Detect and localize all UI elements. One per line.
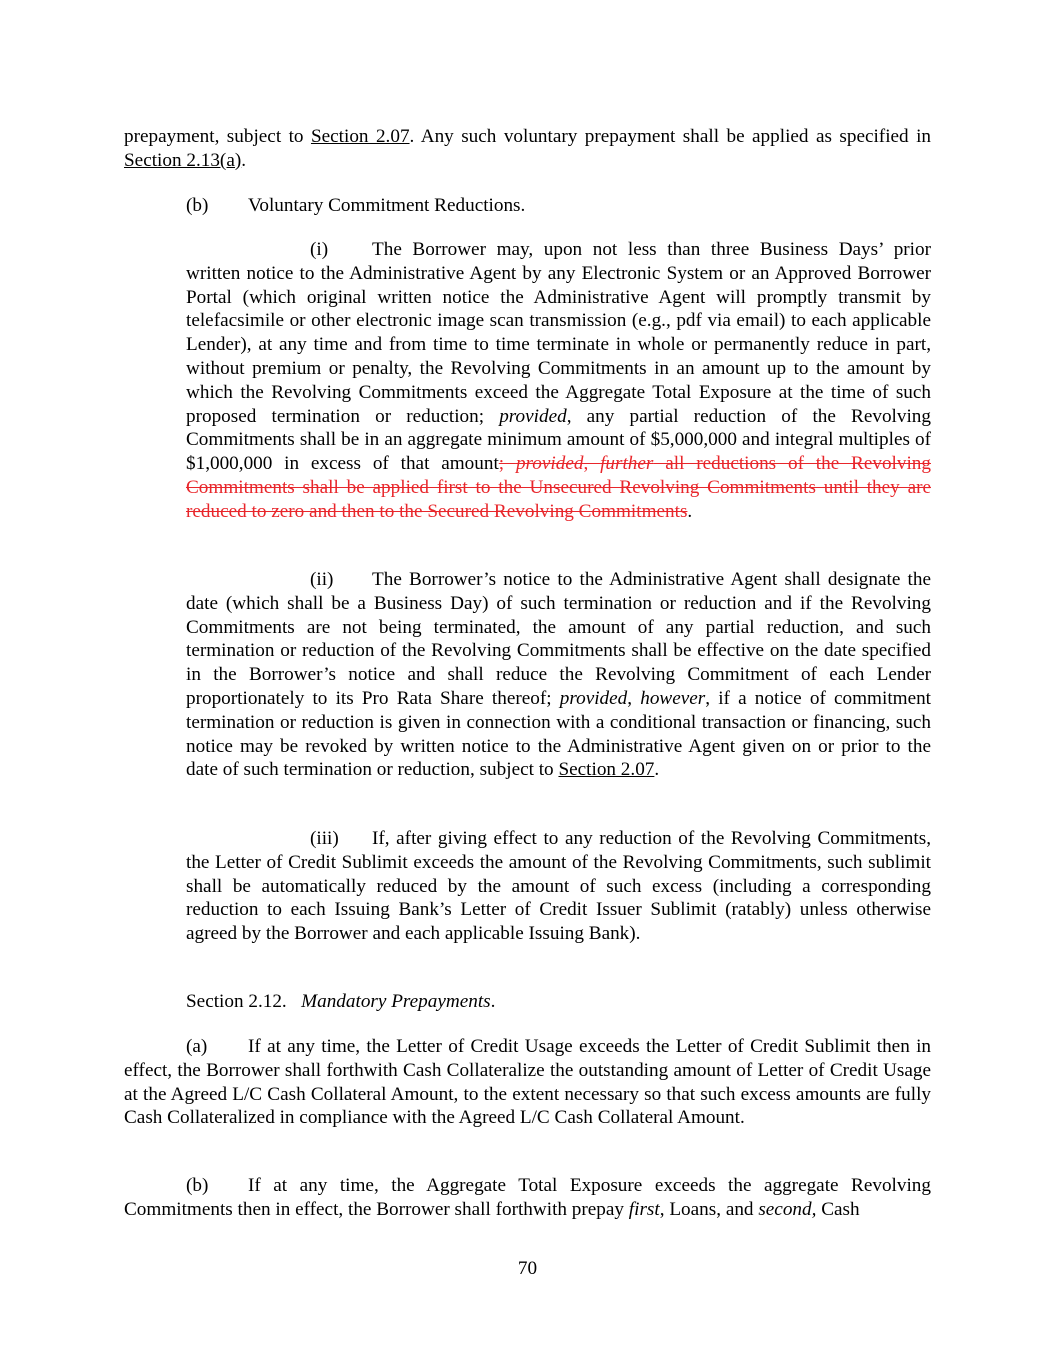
clause-label: (ii) [310, 569, 334, 590]
section-heading: Section 2.12. Mandatory Prepayments. [186, 991, 496, 1012]
clause-title: Voluntary Commitment Reductions. [248, 195, 526, 216]
clause-label: (i) [310, 239, 329, 260]
page-number: 70 [517, 1258, 538, 1279]
clause-label: (b) [186, 195, 209, 216]
paragraph-b-mandatory: (b) If at any time, the Aggregate Total Exposure exceeds the aggregate Revolving Commitments then in effect, the Borrower shall forthwith prepay first, Loans, and second, Cash [124, 1175, 931, 1220]
paragraph-iii: (iii) If, after giving effect to any reduction of the Revolving Commitments, the Letter of Credit Sublimit exceeds the amount of the Revolving Commitments, such sublimit shall be automatically reduced by the amount of such excess (including a corresponding reduction to each Issuing Bank’s Letter of Credit Issuer Sublimit (ratably) unless otherwise agreed by the Borrower and each applicable Issuing Bank). [186, 828, 931, 945]
paragraph-b-heading [124, 194, 931, 218]
paragraph-i: (i) The Borrower may, upon not less than three Business Days’ prior written notice to the Administrative Agent by any Electronic System or an Approved Borrower Portal (which original written notice the Administrative Agent will promptly transmit by telefacsimile or other electronic image scan transmission (e.g., pdf via email) to each applicable Lender), at any time and from time to time terminate in whole or permanently reduce in part, without premium or penalty, the Revolving Commitments in an amount up to the amount by which the Revolving Commitments exceed the Aggregate Total Exposure at the time of such proposed termination or reduction; provided, any partial reduction of the Revolving Commitments shall be in an aggregate minimum amount of $5,000,000 and integral multiples of $1,000,000 in excess of that amount; provided, further all reductions of the Revolving Commitments shall be applied first to the Unsecured Revolving Commitments until they are reduced to zero and then to the Secured Revolving Commitments. [186, 239, 931, 522]
paragraph-ii: (ii) The Borrower’s notice to the Administrative Agent shall designate the date (which shall be a Business Day) of such termination or reduction and if the Revolving Commitments are not being terminated, the amount of any partial reduction, and such termination or reduction of the Revolving Commitments shall be effective on the date specified in the Borrower’s notice and shall reduce the Revolving Commitment of each Lender proportionately to its Pro Rata Share thereof; provided, however, if a notice of commitment termination or reduction is given in connection with a conditional transaction or financing, such notice may be revoked by written notice to the Administrative Agent given on or prior to the date of such termination or reduction, subject to Section 2.07. [186, 569, 932, 781]
section-2-07-link[interactable]: Section 2.07 [558, 759, 655, 781]
section-title: Mandatory Prepayments [301, 991, 491, 1012]
section-2-07-link[interactable]: Section 2.07 [310, 126, 410, 147]
clause-label: (iii) [310, 828, 339, 849]
clause-label: (b) [186, 1175, 209, 1196]
deleted-text: ; provided, further all reductions of the Revolving Commitments shall be applied first to the Unsecured Revolving Commitments until they are reduced to zero and then to the Secured Revolving Commitments [186, 453, 931, 522]
section-2-13a-link[interactable]: Section 2.13(a) [124, 149, 242, 171]
clause-label: (a) [186, 1036, 208, 1057]
section-number: Section 2.12. [186, 991, 287, 1012]
paragraph-a: (a) If at any time, the Letter of Credit Usage exceeds the Letter of Credit Sublimit then in effect, the Borrower shall forthwith Cash Collateralize the outstanding amount of Letter of Credit Usage at the Agreed L/C Cash Collateral Amount, to the extent necessary so that such excess amounts are fully Cash Collateralized in compliance with the Agreed L/C Cash Collateral Amount. [124, 1036, 931, 1129]
paragraph-intro: prepayment, subject to Section 2.07. Any such voluntary prepayment shall be applied as specified in Section 2.13(a). [124, 126, 932, 171]
